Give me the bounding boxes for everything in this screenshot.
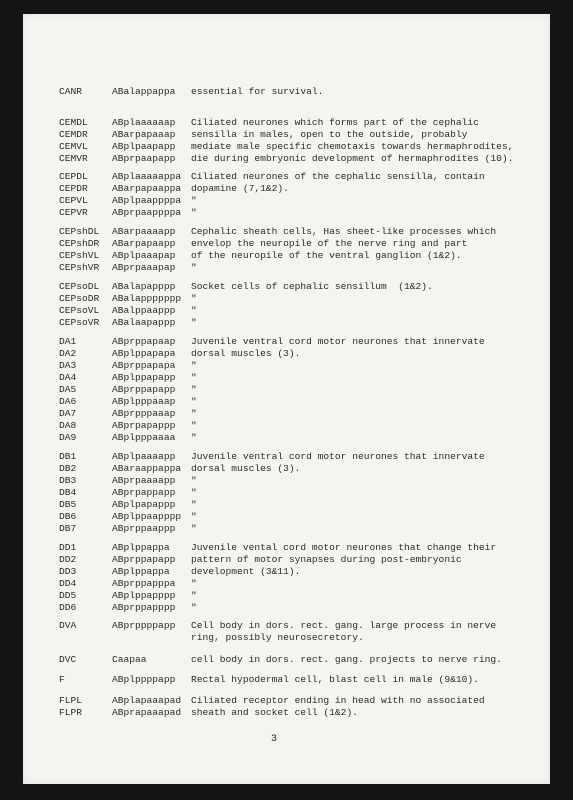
cell-description: " — [191, 499, 197, 510]
cell-description: " — [191, 420, 197, 431]
cell-name: CEPsoDL — [59, 281, 100, 292]
cell-lineage: ABplaaaaappa — [112, 171, 182, 182]
cell-description: " — [191, 317, 197, 328]
cell-description: essential for survival. — [191, 86, 324, 97]
cell-name: CEMVL — [59, 141, 88, 152]
cell-description: Juvenile ventral cord motor neurones that innervate — [191, 451, 485, 462]
cell-lineage: ABprppapppp — [112, 602, 176, 613]
cell-name: DD2 — [59, 554, 77, 565]
cell-lineage: ABalaapappp — [112, 317, 176, 328]
cell-lineage: ABplppaapppp — [112, 511, 182, 522]
cell-description: development (3&11). — [191, 566, 301, 577]
cell-name: CEMDL — [59, 117, 88, 128]
cell-lineage: ABarpaaaapp — [112, 226, 176, 237]
cell-lineage: ABplpaaapap — [112, 250, 176, 261]
cell-description: Juvenile ventral cord motor neurones that innervate — [191, 336, 485, 347]
cell-lineage: ABplppapapa — [112, 348, 176, 359]
cell-name: CEMDR — [59, 129, 88, 140]
cell-name: DD5 — [59, 590, 77, 601]
cell-description: dopamine (7,1&2). — [191, 183, 289, 194]
cell-name: CEPDR — [59, 183, 88, 194]
cell-description: " — [191, 207, 197, 218]
cell-name: CEPshVL — [59, 250, 100, 261]
cell-name: DVA — [59, 620, 77, 631]
cell-name: CEPVL — [59, 195, 88, 206]
cell-name: DD3 — [59, 566, 77, 577]
cell-lineage: ABprppaappp — [112, 523, 176, 534]
cell-description: " — [191, 305, 197, 316]
cell-name: CEPshDL — [59, 226, 100, 237]
cell-description: Ciliated neurones which forms part of the cephalic — [191, 117, 479, 128]
cell-name: CEPsoVL — [59, 305, 100, 316]
cell-lineage: ABarpapaaap — [112, 129, 176, 140]
cell-description: " — [191, 195, 197, 206]
cell-lineage: ABplpppaaap — [112, 396, 176, 407]
cell-name: DB1 — [59, 451, 77, 462]
cell-lineage: ABarpapaappa — [112, 183, 182, 194]
cell-description: of the neuropile of the ventral ganglion (1&2). — [191, 250, 462, 261]
cell-lineage: ABalapapppp — [112, 281, 176, 292]
cell-description: " — [191, 262, 197, 273]
cell-lineage: ABprppapaap — [112, 336, 176, 347]
cell-description: pattern of motor synapses during post-embryonic — [191, 554, 462, 565]
cell-description: Rectal hypodermal cell, blast cell in male (9&10). — [191, 674, 479, 685]
cell-name: DB2 — [59, 463, 77, 474]
cell-description: envelop the neuropile of the nerve ring and part — [191, 238, 468, 249]
cell-name: DA2 — [59, 348, 77, 359]
cell-lineage: ABplppppapp — [112, 674, 176, 685]
cell-lineage: ABprppapppa — [112, 578, 176, 589]
cell-lineage: ABalppaappp — [112, 305, 176, 316]
cell-name: CEPshVR — [59, 262, 100, 273]
cell-lineage: ABalappppppp — [112, 293, 182, 304]
cell-name: FLPL — [59, 695, 83, 706]
cell-lineage: ABprppapapa — [112, 360, 176, 371]
cell-name: DA9 — [59, 432, 77, 443]
cell-name: CEPshDR — [59, 238, 100, 249]
cell-name: CEPDL — [59, 171, 88, 182]
cell-description: sensilla in males, open to the outside, probably — [191, 129, 468, 140]
cell-description: " — [191, 396, 197, 407]
cell-lineage: ABprpapappp — [112, 420, 176, 431]
cell-name: DB6 — [59, 511, 77, 522]
cell-lineage: Caapaa — [112, 654, 147, 665]
cell-description: Juvenile vental cord motor neurones that change their — [191, 542, 497, 553]
cell-lineage: ABplapaaapad — [112, 695, 182, 706]
cell-name: DB7 — [59, 523, 77, 534]
cell-name: DD1 — [59, 542, 77, 553]
cell-name: DB4 — [59, 487, 77, 498]
cell-lineage: ABprppapapp — [112, 384, 176, 395]
cell-name: CEMVR — [59, 153, 88, 164]
cell-name: DB3 — [59, 475, 77, 486]
cell-lineage: ABprpaappppa — [112, 207, 182, 218]
cell-description: Socket cells of cephalic sensillum (1&2). — [191, 281, 433, 292]
cell-name: DD4 — [59, 578, 77, 589]
cell-name: DA3 — [59, 360, 77, 371]
cell-name: DD6 — [59, 602, 77, 613]
cell-lineage: ABplppappa — [112, 542, 170, 553]
cell-description: die during embryonic development of hermaphrodites (10). — [191, 153, 514, 164]
cell-lineage: ABplpaapapp — [112, 141, 176, 152]
cell-name: F — [59, 674, 65, 685]
cell-name: DA7 — [59, 408, 77, 419]
cell-lineage: ABplpaappppa — [112, 195, 182, 206]
cell-lineage: ABplppapapp — [112, 372, 176, 383]
cell-description: cell body in dors. rect. gang. projects to nerve ring. — [191, 654, 502, 665]
cell-lineage: ABplpaaaapp — [112, 451, 176, 462]
cell-lineage: ABaraappappa — [112, 463, 182, 474]
cell-name: DA1 — [59, 336, 77, 347]
cell-name: FLPR — [59, 707, 83, 718]
cell-lineage: ABalappappa — [112, 86, 176, 97]
cell-name: DA8 — [59, 420, 77, 431]
cell-description: " — [191, 578, 197, 589]
cell-description: Ciliated neurones of the cephalic sensilla, contain — [191, 171, 485, 182]
cell-description: mediate male specific chemotaxis towards hermaphrodites, — [191, 141, 514, 152]
cell-description: " — [191, 360, 197, 371]
cell-lineage: ABprpppaaap — [112, 408, 176, 419]
cell-description: sheath and socket cell (1&2). — [191, 707, 358, 718]
cell-lineage: ABprppapapp — [112, 554, 176, 565]
cell-lineage: ABprppppapp — [112, 620, 176, 631]
cell-description: dorsal muscles (3). — [191, 348, 301, 359]
cell-lineage: ABplpapappp — [112, 499, 176, 510]
cell-name: DVC — [59, 654, 77, 665]
cell-name: CANR — [59, 86, 83, 97]
cell-description: " — [191, 408, 197, 419]
cell-description: Ciliated receptor ending in head with no associated — [191, 695, 485, 706]
cell-description: " — [191, 475, 197, 486]
cell-name: CEPVR — [59, 207, 88, 218]
cell-name: CEPsoVR — [59, 317, 100, 328]
cell-name: DA6 — [59, 396, 77, 407]
cell-description: dorsal muscles (3). — [191, 463, 301, 474]
cell-description: " — [191, 511, 197, 522]
cell-name: CEPsoDR — [59, 293, 100, 304]
cell-description: " — [191, 487, 197, 498]
cell-description: " — [191, 384, 197, 395]
cell-lineage: ABarpapaapp — [112, 238, 176, 249]
cell-lineage: ABplpppaaaa — [112, 432, 176, 443]
cell-description: " — [191, 293, 197, 304]
cell-name: DA4 — [59, 372, 77, 383]
cell-lineage: ABplaaaaaap — [112, 117, 176, 128]
cell-description: " — [191, 602, 197, 613]
cell-lineage: ABprpaaapap — [112, 262, 176, 273]
cell-description: ring, possibly neurosecretory. — [191, 632, 364, 643]
cell-description: " — [191, 372, 197, 383]
cell-description: Cell body in dors. rect. gang. large process in nerve — [191, 620, 497, 631]
cell-lineage: ABplppapppp — [112, 590, 176, 601]
cell-name: DA5 — [59, 384, 77, 395]
cell-lineage: ABprpaapapp — [112, 153, 176, 164]
cell-lineage: ABprpaaaapp — [112, 475, 176, 486]
cell-description: " — [191, 432, 197, 443]
cell-lineage: ABprapaaapad — [112, 707, 182, 718]
cell-description: Cephalic sheath cells, Has sheet-like processes which — [191, 226, 497, 237]
page-number: 3 — [271, 734, 278, 745]
cell-description: " — [191, 590, 197, 601]
document-page — [23, 14, 550, 784]
cell-description: " — [191, 523, 197, 534]
cell-name: DB5 — [59, 499, 77, 510]
cell-lineage: ABprpappapp — [112, 487, 176, 498]
cell-lineage: ABplppappa — [112, 566, 170, 577]
